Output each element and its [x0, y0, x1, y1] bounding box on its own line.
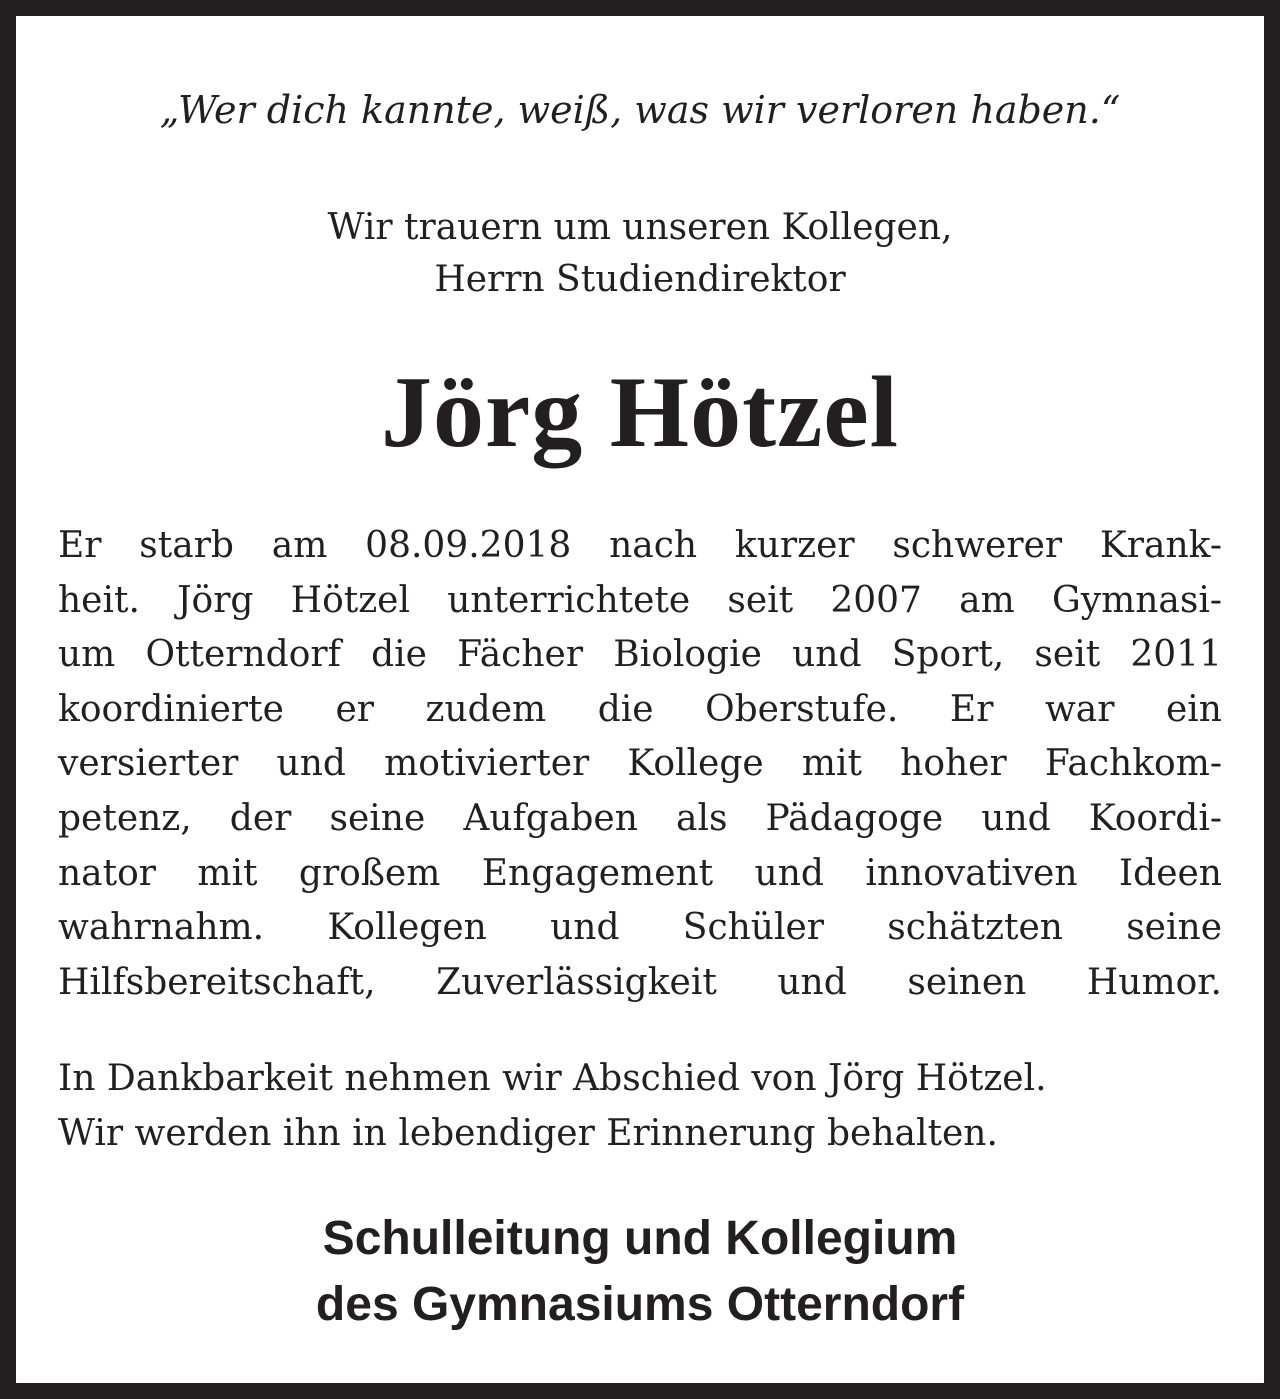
body-line: koordinierte er zudem die Oberstufe. Er war ein [58, 688, 1222, 730]
obituary-notice [16, 16, 1264, 1383]
signature [16, 1206, 1264, 1338]
closing-paragraph [58, 1051, 1222, 1161]
deceased-name: Jörg Hötzel [381, 356, 899, 469]
closing-line: In Dankbarkeit nehmen wir Abschied von Jörg Hötzel. [58, 1058, 1047, 1099]
body-line: versierter und motivierter Kollege mit hoher Fachkom- [58, 743, 1222, 785]
body-line: nator mit großem Engagement und innovativen Ideen [58, 852, 1222, 894]
body-line: Er starb am 08.09.2018 nach kurzer schwerer Krank- [58, 525, 1222, 566]
body-paragraph [58, 519, 1222, 1010]
closing-line: Wir werden ihn in lebendiger Erinnerung behalten. [58, 1113, 998, 1154]
intro-line: Herrn Studiendirektor [434, 259, 846, 300]
body-line: Hilfsbereitschaft, Zuverlässigkeit und seinen Humor. [58, 961, 1222, 1003]
epigraph-quote: „Wer dich kannte, weiß, was wir verloren haben.“ [159, 88, 1121, 132]
body-line: um Otterndorf die Fächer Biologie und Sport, seit 2011 [58, 634, 1222, 676]
signature-line: des Gymnasiums Otterndorf [315, 1278, 965, 1331]
intro-text [16, 202, 1264, 306]
body-line: heit. Jörg Hötzel unterrichtete seit 2007 am Gymnasi- [58, 579, 1222, 621]
intro-line: Wir trauern um unseren Kollegen, [327, 207, 953, 248]
body-line: wahrnahm. Kollegen und Schüler schätzten seine [58, 907, 1222, 949]
body-line: petenz, der seine Aufgaben als Pädagoge und Koordi- [58, 797, 1222, 839]
signature-line: Schulleitung und Kollegium [322, 1212, 958, 1265]
